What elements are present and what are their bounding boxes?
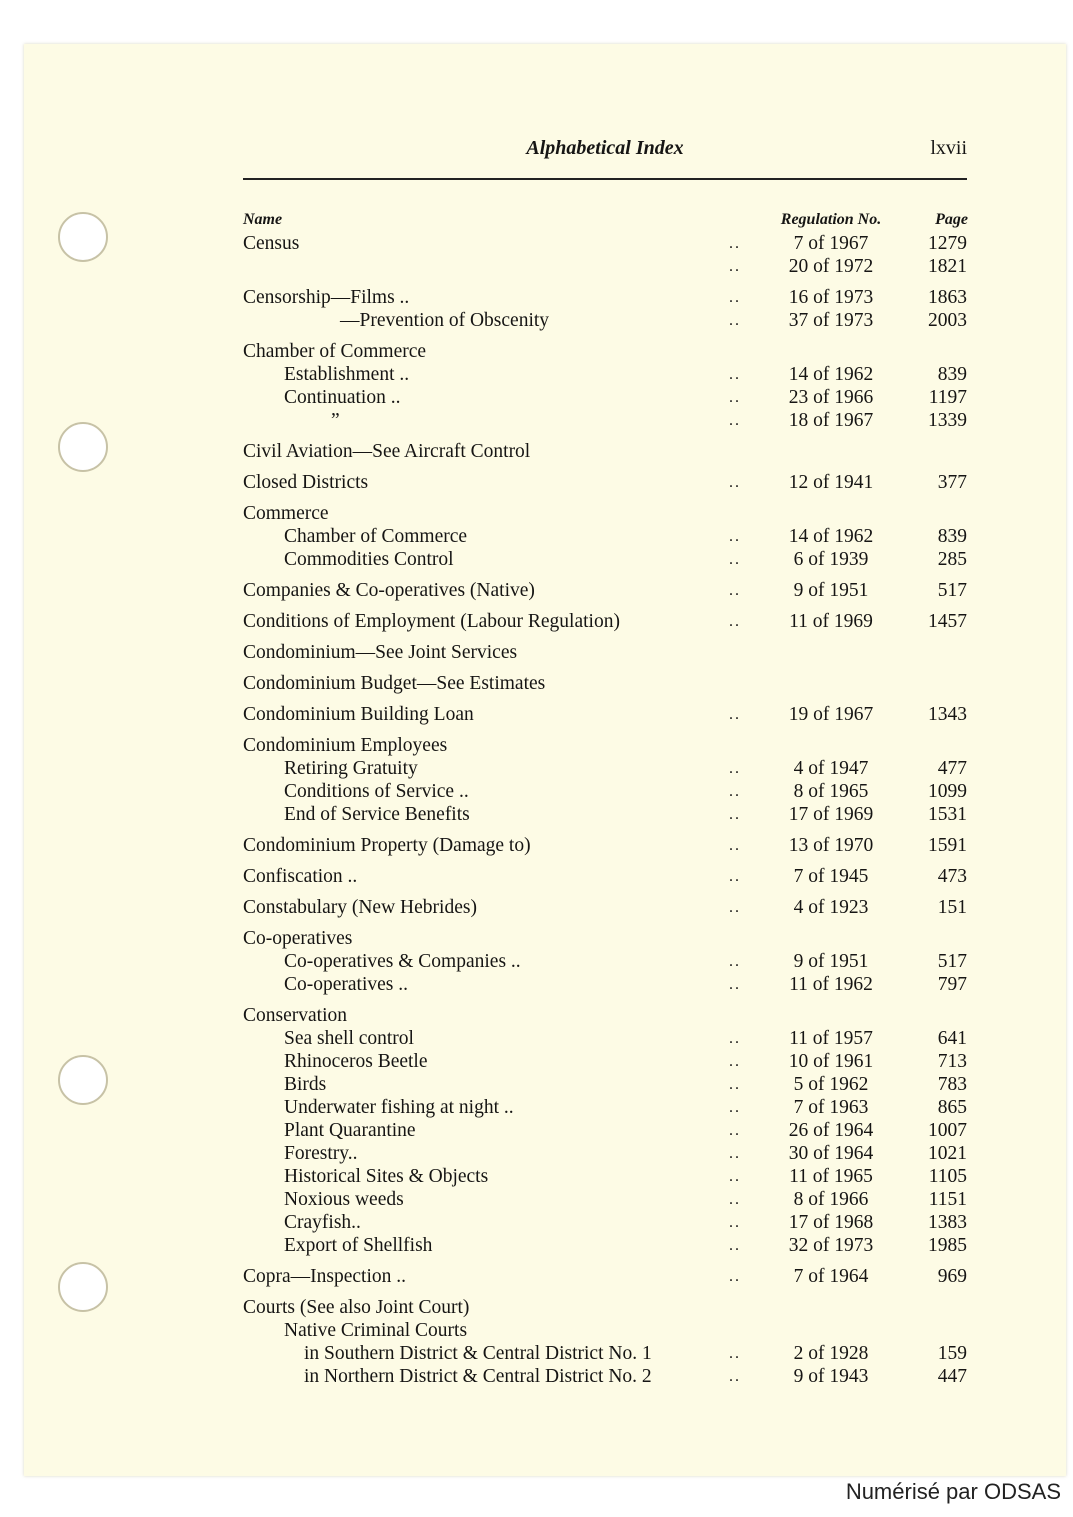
entry-page: 1279 (928, 233, 967, 254)
entry-regulation: 11 of 1957 (789, 1028, 873, 1049)
entry-name: Export of Shellfish (284, 1235, 433, 1256)
entry-page: 1985 (928, 1235, 967, 1256)
entry-page: 1457 (928, 611, 967, 632)
entry-regulation: 19 of 1967 (788, 704, 874, 725)
dot-leader: .. (729, 528, 741, 545)
entry-name: —Prevention of Obscenity (340, 310, 550, 331)
index-entry (243, 525, 967, 548)
entry-name: Historical Sites & Objects (284, 1166, 489, 1187)
dot-leader: .. (729, 806, 741, 823)
entry-page: 797 (937, 974, 967, 995)
entry-name: Condominium Building Loan (243, 704, 474, 725)
entry-name: Birds (284, 1074, 327, 1095)
entry-page: 1863 (928, 287, 967, 308)
entry-name: Rhinoceros Beetle (284, 1051, 428, 1072)
dot-leader: .. (729, 1053, 741, 1070)
entry-name: Co-operatives .. (284, 974, 409, 995)
entry-page: 1821 (928, 256, 967, 277)
index-entry (243, 1142, 967, 1165)
entry-name: Forestry.. (284, 1143, 358, 1164)
dot-leader: .. (729, 953, 741, 970)
index-entry (243, 803, 967, 826)
dot-leader: .. (729, 899, 741, 916)
entry-page: 159 (937, 1343, 967, 1364)
index-entry (243, 834, 967, 857)
index-entry (243, 1188, 967, 1211)
dot-leader: .. (729, 1076, 741, 1093)
index-entry (243, 1073, 967, 1096)
entry-name: Co-operatives & Companies .. (284, 951, 521, 972)
entry-regulation: 7 of 1967 (793, 233, 869, 254)
index-entry (243, 1234, 967, 1257)
index-entry (243, 1096, 967, 1119)
dot-leader: .. (729, 1368, 741, 1385)
index-entry (243, 309, 967, 332)
entry-regulation: 26 of 1964 (788, 1120, 874, 1141)
entry-page: 1007 (928, 1120, 967, 1141)
entry-regulation: 9 of 1951 (793, 580, 869, 601)
entry-regulation: 11 of 1962 (789, 974, 873, 995)
index-entry (243, 1119, 967, 1142)
dot-leader: .. (729, 1268, 741, 1285)
column-header-regulation: Regulation No. (780, 211, 882, 228)
entry-regulation: 17 of 1968 (788, 1212, 874, 1233)
entry-name: in Northern District & Central District No. 2 (304, 1366, 652, 1387)
entry-page: 517 (937, 951, 967, 972)
entry-name: Constabulary (New Hebrides) (243, 897, 477, 918)
entry-name: Underwater fishing at night .. (284, 1097, 514, 1118)
entry-regulation: 30 of 1964 (788, 1143, 874, 1164)
entry-regulation: 13 of 1970 (788, 835, 874, 856)
index-entry (243, 610, 967, 633)
entry-page: 517 (937, 580, 967, 601)
entry-name: Civil Aviation—See Aircraft Control (243, 441, 531, 462)
entry-regulation: 5 of 1962 (793, 1074, 869, 1095)
entry-regulation: 10 of 1961 (788, 1051, 874, 1072)
dot-leader: .. (729, 706, 741, 723)
entry-name: Conditions of Employment (Labour Regulation) (243, 611, 620, 632)
index-entry (243, 502, 967, 525)
index-entry (243, 440, 967, 463)
dot-leader: .. (729, 1030, 741, 1047)
entry-regulation: 8 of 1965 (793, 781, 869, 802)
entry-name: Native Criminal Courts (284, 1320, 468, 1341)
entry-regulation: 7 of 1964 (793, 1266, 869, 1287)
dot-leader: .. (729, 1145, 741, 1162)
entry-name: Conditions of Service .. (284, 781, 469, 802)
entry-page: 1099 (928, 781, 967, 802)
entry-page: 1383 (928, 1212, 967, 1233)
index-entry (243, 548, 967, 571)
entry-regulation: 11 of 1969 (789, 611, 873, 632)
entry-page: 151 (937, 897, 967, 918)
binder-hole (58, 422, 108, 472)
entry-name: Census (243, 233, 300, 254)
index-entry (243, 579, 967, 602)
dot-leader: .. (729, 783, 741, 800)
entry-name: Sea shell control (284, 1028, 414, 1049)
index-entry (243, 1265, 967, 1288)
index-entry (243, 232, 967, 255)
entry-page: 839 (937, 526, 967, 547)
column-header-page: Page (935, 211, 968, 228)
binder-hole (58, 1262, 108, 1312)
entry-name: Closed Districts (243, 472, 369, 493)
index-entry (243, 1211, 967, 1234)
dot-leader: .. (729, 474, 741, 491)
entry-page: 473 (937, 866, 967, 887)
entry-page: 2003 (928, 310, 967, 331)
index-entry (243, 950, 967, 973)
entry-page: 1591 (928, 835, 967, 856)
index-entry (243, 255, 967, 278)
index-entry (243, 1296, 967, 1319)
index-entry (243, 1004, 967, 1027)
entry-name: Courts (See also Joint Court) (243, 1297, 470, 1318)
entry-name: Commerce (243, 503, 329, 524)
entry-regulation: 4 of 1947 (793, 758, 869, 779)
entry-page: 377 (937, 472, 967, 493)
entry-page: 477 (937, 758, 967, 779)
header-rule (243, 178, 967, 180)
entry-name: Chamber of Commerce (243, 341, 427, 362)
index-entry (243, 386, 967, 409)
index-entry (243, 1027, 967, 1050)
dot-leader: .. (729, 389, 741, 406)
entry-name: Noxious weeds (284, 1189, 404, 1210)
index-entry (243, 471, 967, 494)
dot-leader: .. (729, 976, 741, 993)
entry-regulation: 9 of 1951 (793, 951, 869, 972)
digitization-stamp: Numérisé par ODSAS (845, 1479, 1061, 1504)
entry-name: Conservation (243, 1005, 347, 1026)
index-entry (243, 734, 967, 757)
entry-name: Retiring Gratuity (284, 758, 418, 779)
binder-hole (58, 1055, 108, 1105)
entry-name: Chamber of Commerce (284, 526, 468, 547)
entry-page: 641 (937, 1028, 967, 1049)
index-entry (243, 927, 967, 950)
index-entry (243, 340, 967, 363)
entry-regulation: 17 of 1969 (788, 804, 874, 825)
column-header-name: Name (243, 211, 283, 228)
entry-name: Condominium Employees (243, 735, 448, 756)
index-entry (243, 703, 967, 726)
index-entry (243, 896, 967, 919)
entry-regulation: 7 of 1963 (793, 1097, 869, 1118)
dot-leader: .. (729, 1237, 741, 1254)
entry-page: 969 (937, 1266, 967, 1287)
entry-name: End of Service Benefits (284, 804, 470, 825)
entry-name: Confiscation .. (243, 866, 358, 887)
index-entry (243, 1165, 967, 1188)
entry-name: Condominium Property (Damage to) (243, 835, 531, 856)
dot-leader: .. (729, 289, 741, 306)
entry-page: 1151 (928, 1189, 967, 1210)
entry-regulation: 18 of 1967 (788, 410, 874, 431)
index-entry (243, 286, 967, 309)
entry-page: 1343 (928, 704, 967, 725)
entry-regulation: 7 of 1945 (793, 866, 869, 887)
page-title: Alphabetical Index (526, 137, 684, 159)
entry-regulation: 37 of 1973 (788, 310, 874, 331)
dot-leader: .. (729, 582, 741, 599)
dot-leader: .. (729, 760, 741, 777)
entry-name: Censorship—Films .. (243, 287, 410, 308)
entry-regulation: 32 of 1973 (788, 1235, 874, 1256)
dot-leader: .. (729, 551, 741, 568)
index-list (243, 232, 967, 1388)
entry-page: 713 (937, 1051, 967, 1072)
entry-name: Continuation .. (284, 387, 401, 408)
index-entry (243, 363, 967, 386)
entry-page: 1339 (928, 410, 967, 431)
entry-page: 783 (937, 1074, 967, 1095)
index-entry (243, 1050, 967, 1073)
entry-name: Plant Quarantine (284, 1120, 416, 1141)
entry-page: 1105 (928, 1166, 967, 1187)
entry-regulation: 6 of 1939 (793, 549, 869, 570)
index-entry (243, 973, 967, 996)
entry-name: ” (331, 410, 340, 431)
entry-page: 1197 (928, 387, 967, 408)
entry-name: Copra—Inspection .. (243, 1266, 407, 1287)
entry-name: Companies & Co-operatives (Native) (243, 580, 535, 601)
dot-leader: .. (729, 235, 741, 252)
index-entry (243, 1319, 967, 1342)
entry-page: 1531 (928, 804, 967, 825)
entry-page: 447 (937, 1366, 967, 1387)
dot-leader: .. (729, 1345, 741, 1362)
dot-leader: .. (729, 258, 741, 275)
entry-regulation: 11 of 1965 (789, 1166, 873, 1187)
entry-regulation: 8 of 1966 (793, 1189, 869, 1210)
entry-name: Condominium—See Joint Services (243, 642, 518, 663)
index-entry (243, 672, 967, 695)
index-entry (243, 780, 967, 803)
index-entry (243, 757, 967, 780)
dot-leader: .. (729, 1122, 741, 1139)
dot-leader: .. (729, 613, 741, 630)
entry-page: 285 (937, 549, 967, 570)
entry-name: Establishment .. (284, 364, 410, 385)
dot-leader: .. (729, 1099, 741, 1116)
entry-name: Co-operatives (243, 928, 353, 949)
entry-name: Condominium Budget—See Estimates (243, 673, 546, 694)
entry-regulation: 23 of 1966 (788, 387, 874, 408)
entry-name: in Southern District & Central District No. 1 (304, 1343, 652, 1364)
page-number: lxvii (930, 137, 967, 159)
dot-leader: .. (729, 837, 741, 854)
index-entry (243, 641, 967, 664)
entry-regulation: 14 of 1962 (788, 526, 874, 547)
entry-regulation: 12 of 1941 (788, 472, 874, 493)
entry-regulation: 14 of 1962 (788, 364, 874, 385)
index-entry (243, 1342, 967, 1365)
dot-leader: .. (729, 366, 741, 383)
dot-leader: .. (729, 868, 741, 885)
entry-regulation: 16 of 1973 (788, 287, 874, 308)
entry-name: Commodities Control (284, 549, 454, 570)
binder-hole (58, 212, 108, 262)
entry-regulation: 9 of 1943 (793, 1366, 869, 1387)
entry-page: 865 (937, 1097, 967, 1118)
index-entry (243, 865, 967, 888)
entry-regulation: 4 of 1923 (793, 897, 869, 918)
index-entry (243, 1365, 967, 1388)
entry-name: Crayfish.. (284, 1212, 361, 1233)
entry-page: 839 (937, 364, 967, 385)
index-entry (243, 409, 967, 432)
page-header (243, 137, 967, 167)
dot-leader: .. (729, 1214, 741, 1231)
dot-leader: .. (729, 1191, 741, 1208)
dot-leader: .. (729, 1168, 741, 1185)
dot-leader: .. (729, 412, 741, 429)
entry-page: 1021 (928, 1143, 967, 1164)
entry-regulation: 2 of 1928 (793, 1343, 869, 1364)
dot-leader: .. (729, 312, 741, 329)
entry-regulation: 20 of 1972 (788, 256, 874, 277)
